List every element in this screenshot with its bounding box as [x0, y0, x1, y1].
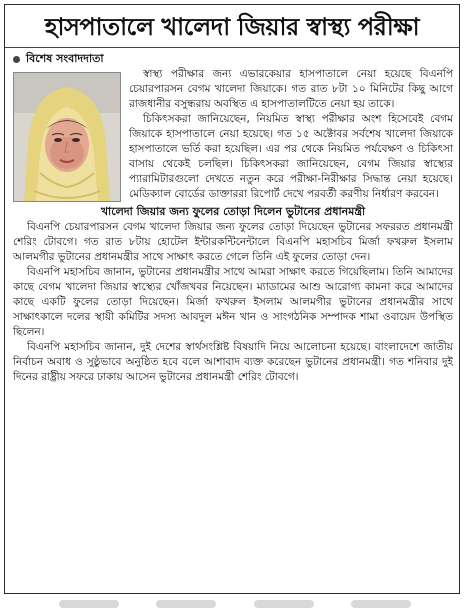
- portrait-illustration: [14, 73, 120, 201]
- headline: হাসপাতালে খালেদা জিয়ার স্বাস্থ্য পরীক্ষা: [5, 5, 459, 48]
- article-body: [5, 67, 459, 385]
- portrait-photo: [13, 72, 121, 202]
- subheadline: খালেদা জিয়ার জন্য ফুলের তোড়া দিলেন ভুটানের প্রধানমন্ত্রী: [100, 205, 366, 218]
- next-page-edge-marks: [40, 600, 430, 608]
- newspaper-clipping: [4, 4, 460, 594]
- edge-mark: [351, 600, 411, 608]
- paragraph-bhutan-flowers: বিএনপি চেয়ারপারসন বেগম খালেদা জিয়ার জন্য ফুলের তোড়া দিয়েছেন ভুটানের সফররত প্রধানমন্ত্রী শেরিং টোবগে। গত রাত ৮টায় হোটেল ইন্টারকন্টিনেন্টালে বিএনপি মহাসচিব মির্জা ফখরুল ইসলাম আলমগীর ভুটানের প্রধানমন্ত্রীর সাথে সাক্ষাৎ করতে গেলে তিনি এই ফুলের তোড়া দেন।: [13, 221, 453, 263]
- bullet-icon: [13, 56, 20, 63]
- paragraph-secretary-meeting: বিএনপি মহাসচিব জানান, ভুটানের প্রধানমন্ত্রীর সাথে আমরা সাক্ষাৎ করতে গিয়েছিলাম। তিনি আমাদের কাছে বেগম খালেদা জিয়ার স্বাস্থ্যের খোঁজখবর নিয়েছেন। ম্যাডামের আশু আরোগ্য কামনা করে আমাদের কাছে একটি ফুলের তোড়া দিয়েছেন। মির্জা ফখরুল ইসলাম আলমগীর ভুটানের প্রধানমন্ত্রীর সাথে সাক্ষাৎকালে দলের স্থায়ী কমিটির সদস্য আবদুল মঈন খান ও সাংগঠনিক সম্পাদক শামা ওবায়েদ উপস্থিত ছিলেন।: [13, 266, 453, 338]
- edge-mark: [59, 600, 119, 608]
- edge-mark: [254, 600, 314, 608]
- reporter-name: বিশেষ সংবাদদাতা: [26, 52, 104, 65]
- reporter-line: [5, 48, 459, 67]
- page-bottom-edge: [0, 594, 466, 616]
- paragraph-intro: স্বাস্থ্য পরীক্ষার জন্য এভারকেয়ার হাসপাতালে নেয়া হয়েছে বিএনপি চেয়ারপারসন বেগম খালেদা জিয়াকে। গত রাত ৮টা ১০ মিনিটের কিছু আগে রাজধানীর বসুন্ধরায় অবস্থিত এ হাসপাতালটিতে নেয়া হয় তাকে।: [129, 68, 453, 110]
- paragraph-doctors: চিকিৎসকরা জানিয়েছেন, নিয়মিত স্বাস্থ্য পরীক্ষার অংশ হিসেবেই বেগম জিয়াকে হাসপাতালে নেয়া হয়েছে। গত ১৫ অক্টোবর সর্বশেষ খালেদা জিয়াকে হাসপাতালে ভর্তি করা হয়েছিল। এর পর থেকে নিয়মিত পর্যবেক্ষণ ও চিকিৎসা বাসায় থেকেই চলছিল। চিকিৎসকরা জানিয়েছেন, বেগম জিয়ার স্বাস্থ্যের প্যারামিটারগুলো দেখতে নতুন করে পরীক্ষা-নিরীক্ষার সিদ্ধান্ত নেয়া হয়েছে। মেডিক্যাল বোর্ডের ডাক্তাররা রিপোর্ট দেখে পরবর্তী করণীয় নির্ধারণ করবেন।: [129, 113, 453, 200]
- edge-mark: [156, 600, 216, 608]
- paragraph-election-discussion: বিএনপি মহাসচিব জানান, দুই দেশের স্বার্থসংশ্লিষ্ট বিষয়াদি নিয়ে আলোচনা হয়েছে। বাংলাদেশে জাতীয় নির্বাচন অবাধ ও সুষ্ঠুভাবে অনুষ্ঠিত হবে বলে আশাবাদ ব্যক্ত করেছেন ভুটানের প্রধানমন্ত্রী। গত শনিবার দুই দিনের রাষ্ট্রীয় সফরে ঢাকায় আসেন ভুটানের প্রধানমন্ত্রী শেরিং টোবগে।: [13, 341, 453, 383]
